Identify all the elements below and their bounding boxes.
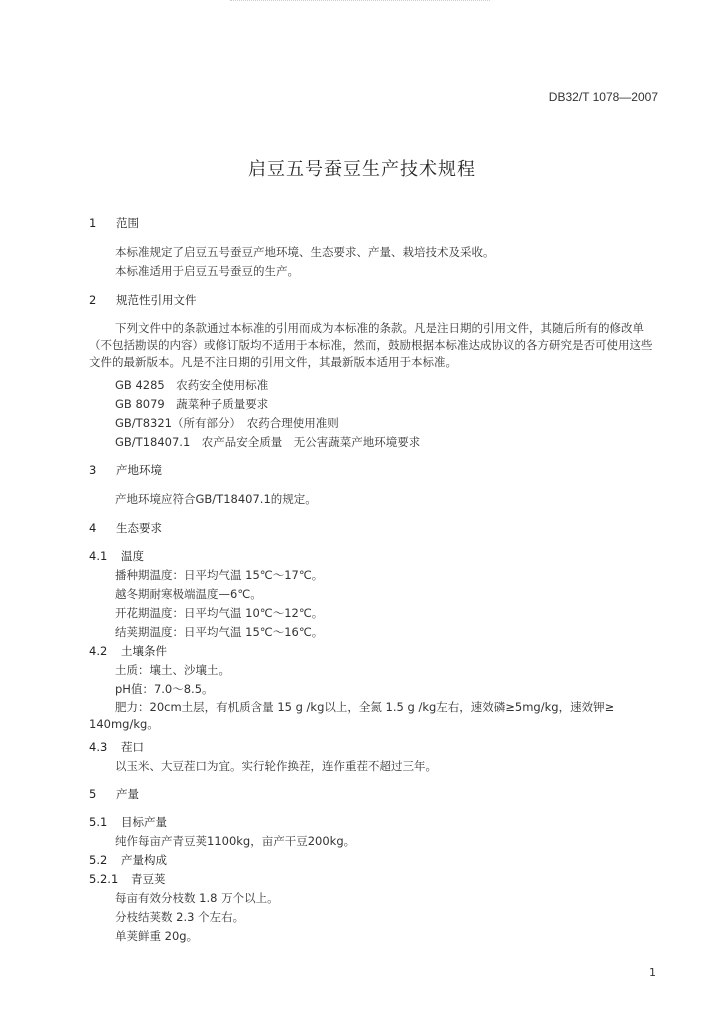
top-edge-mark (230, 0, 490, 4)
subsection-title: 茬口 (121, 740, 144, 754)
paragraph-line: 土质：壤土、沙壤土。 (115, 663, 230, 677)
standard-code: DB32/T 1078—2007 (548, 90, 658, 104)
subsection-heading-5-2: 5.2 产量构成 (89, 853, 167, 867)
paragraph-references-intro: 下列文件中的条款通过本标准的引用而成为本标准的条款。凡是注日期的引用文件，其随后所有的修改单（不包括勘误的内容）或修订版均不适用于本标准，然而，鼓励根据本标准达成协议的各方研究是否可使用这些文件的最新版本。凡是不注日期的引用文件，其最新版本适用于本标准。 (89, 321, 653, 369)
section-heading-5: 5 产量 (89, 787, 139, 801)
section-title: 产量 (116, 787, 139, 801)
section-title: 产地环境 (116, 463, 162, 477)
paragraph-line: pH值：7.0～8.5。 (115, 682, 214, 696)
reference-item: GB 4285 农药安全使用标准 (115, 378, 269, 392)
paragraph-line: 结荚期温度：日平均气温 15℃～16℃。 (115, 625, 324, 639)
paragraph-line: 本标准适用于启豆五号蚕豆的生产。 (115, 264, 299, 278)
page-number: 1 (649, 966, 656, 979)
subsection-heading-4-3: 4.3 茬口 (89, 740, 144, 754)
document-title: 启豆五号蚕豆生产技术规程 (248, 159, 476, 180)
section-title: 生态要求 (116, 521, 162, 535)
subsection-heading-5-2-1: 5.2.1 青豆荚 (89, 872, 166, 886)
paragraph-line: 分枝结荚数 2.3 个左右。 (115, 910, 245, 924)
paragraph-line: 越冬期耐寒极端温度—6℃。 (115, 587, 262, 601)
paragraph-line: 纯作每亩产青豆荚1100kg，亩产干豆200kg。 (115, 834, 356, 848)
paragraph-fertility: 肥力：20cm土层，有机质含量 15 g /kg以上，全氮 1.5 g /kg左右，速效磷≥5mg/kg，速效钾≥ 140mg/kg。 (89, 700, 615, 731)
subsection-title: 产量构成 (121, 853, 167, 867)
section-heading-2: 2 规范性引用文件 (89, 293, 197, 307)
subsection-title: 目标产量 (121, 815, 167, 829)
paragraph-line: 产地环境应符合GB/T18407.1的规定。 (115, 492, 317, 506)
subsection-heading-5-1: 5.1 目标产量 (89, 815, 167, 829)
paragraph-line: 播种期温度：日平均气温 15℃～17℃。 (115, 568, 324, 582)
section-title: 范围 (116, 216, 139, 230)
paragraph-line: 开花期温度：日平均气温 10℃～12℃。 (115, 606, 324, 620)
paragraph-line: 本标准规定了启豆五号蚕豆产地环境、生态要求、产量、栽培技术及采收。 (115, 245, 495, 259)
reference-item: GB/T8321（所有部分） 农药合理使用准则 (115, 416, 339, 430)
subsection-title: 土壤条件 (121, 644, 167, 658)
subsection-heading-4-2: 4.2 土壤条件 (89, 644, 167, 658)
paragraph-line: 单荚鲜重 20g。 (115, 929, 199, 943)
section-title: 规范性引用文件 (116, 293, 197, 307)
paragraph-line: 每亩有效分枝数 1.8 万个以上。 (115, 891, 279, 905)
section-heading-1: 1 范围 (89, 216, 139, 230)
subsection-title: 青豆荚 (131, 872, 166, 886)
reference-item: GB/T18407.1 农产品安全质量 无公害蔬菜产地环境要求 (115, 435, 421, 449)
section-heading-3: 3 产地环境 (89, 463, 162, 477)
subsection-heading-4-1: 4.1 温度 (89, 549, 144, 563)
subsection-title: 温度 (121, 549, 144, 563)
section-heading-4: 4 生态要求 (89, 521, 162, 535)
reference-item: GB 8079 蔬菜种子质量要求 (115, 397, 269, 411)
paragraph-line: 以玉米、大豆茬口为宜。实行轮作换茬，连作重茬不超过三年。 (115, 759, 437, 773)
